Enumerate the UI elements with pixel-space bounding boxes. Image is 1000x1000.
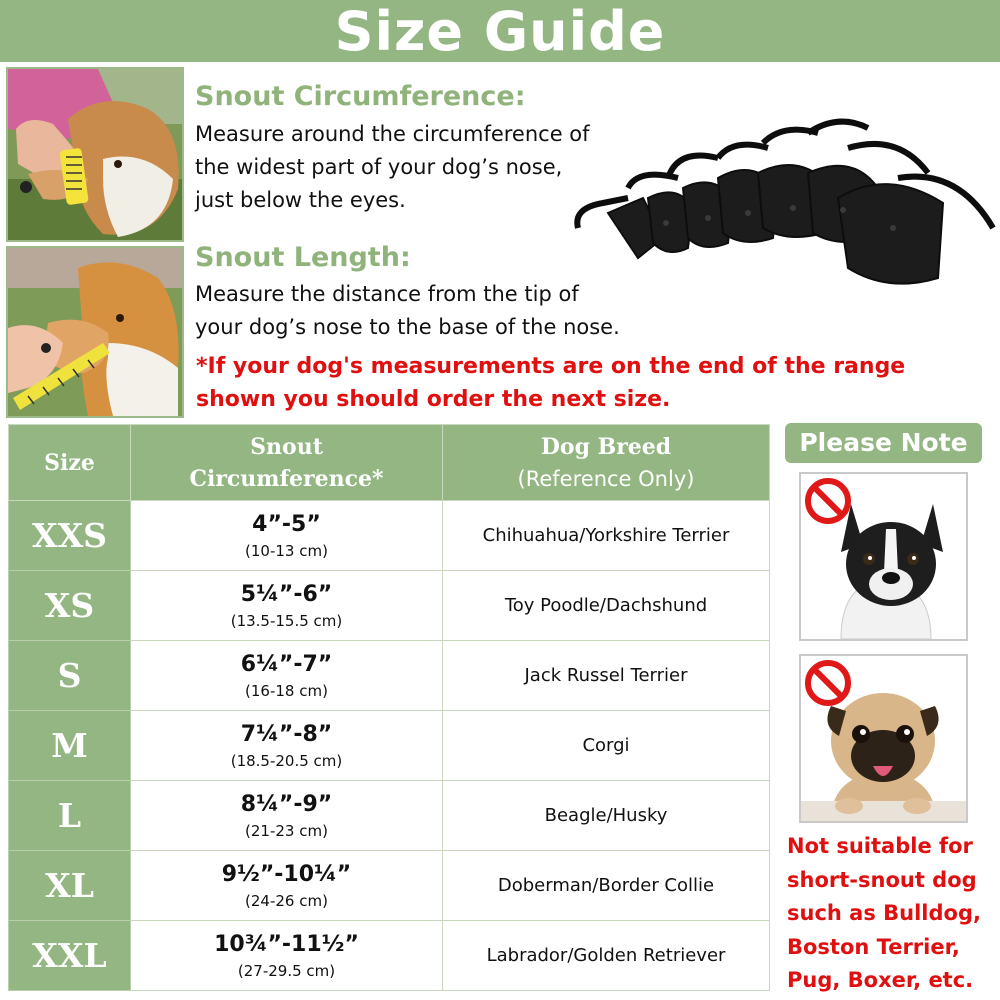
header-breed xyxy=(443,425,770,501)
breed-cell: Toy Poodle/Dachshund xyxy=(443,571,770,641)
prohibited-icon xyxy=(803,476,853,526)
inches-range: 5¼”-6” xyxy=(240,581,333,607)
size-warning xyxy=(196,350,976,416)
table-row xyxy=(9,851,770,921)
length-line-1: Measure the distance from the tip of xyxy=(195,282,579,306)
circumference-cell xyxy=(131,501,443,571)
length-measure-photo xyxy=(6,246,184,418)
circumference-line-1: Measure around the circumference of xyxy=(195,122,590,146)
circumference-cell xyxy=(131,921,443,991)
breed-cell: Doberman/Border Collie xyxy=(443,851,770,921)
header-breed-title: Dog Breed xyxy=(540,433,672,460)
size-label: M xyxy=(9,711,131,781)
breed-cell: Chihuahua/Yorkshire Terrier xyxy=(443,501,770,571)
cm-range: (24-26 cm) xyxy=(245,891,328,910)
table-row xyxy=(9,501,770,571)
circumference-cell xyxy=(131,711,443,781)
table-row xyxy=(9,781,770,851)
inches-range: 9½”-10¼” xyxy=(221,861,352,887)
breed-cell: Labrador/Golden Retriever xyxy=(443,921,770,991)
header-size: Size xyxy=(9,425,131,501)
size-label: XXL xyxy=(9,921,131,991)
table-row xyxy=(9,641,770,711)
table-row xyxy=(9,921,770,991)
inches-range: 10¾”-11½” xyxy=(214,931,359,957)
cm-range: (13.5-15.5 cm) xyxy=(230,611,343,630)
snout-length-heading: Snout Length: xyxy=(195,242,411,273)
circumference-cell xyxy=(131,851,443,921)
circumference-cell xyxy=(131,571,443,641)
note-line-3: such as Bulldog, xyxy=(787,901,981,925)
warning-line-2: shown you should order the next size. xyxy=(196,387,671,412)
pug-not-suitable-image xyxy=(799,654,968,823)
please-note-badge: Please Note xyxy=(785,423,982,463)
circumference-line-2: the widest part of your dog’s nose, xyxy=(195,155,563,179)
breed-cell: Corgi xyxy=(443,711,770,781)
table-row xyxy=(9,711,770,781)
french-bulldog-not-suitable-image xyxy=(799,472,968,641)
header-circumference-line-1: Snout xyxy=(250,433,323,460)
size-label: L xyxy=(9,781,131,851)
table-row xyxy=(9,571,770,641)
size-label: XL xyxy=(9,851,131,921)
cm-range: (10-13 cm) xyxy=(245,541,328,560)
cm-range: (18.5-20.5 cm) xyxy=(230,751,343,770)
muzzle-lineup-image xyxy=(568,118,998,298)
warning-line-1: *If your dog's measurements are on the end of the range xyxy=(196,354,906,379)
cm-range: (21-23 cm) xyxy=(245,821,328,840)
size-chart-table xyxy=(8,424,770,991)
size-label: XS xyxy=(9,571,131,641)
inches-range: 6¼”-7” xyxy=(240,651,333,677)
header-breed-subtitle: (Reference Only) xyxy=(517,466,695,491)
inches-range: 8¼”-9” xyxy=(240,791,333,817)
circumference-line-3: just below the eyes. xyxy=(195,188,406,212)
cm-range: (27-29.5 cm) xyxy=(237,961,336,980)
inches-range: 4”-5” xyxy=(252,511,321,537)
note-line-4: Boston Terrier, xyxy=(787,934,960,959)
not-suitable-note xyxy=(787,830,997,998)
circumference-cell xyxy=(131,641,443,711)
length-line-2: your dog’s nose to the base of the nose. xyxy=(195,315,620,339)
breed-cell: Jack Russel Terrier xyxy=(443,641,770,711)
note-line-1: Not suitable for xyxy=(787,834,973,858)
circumference-measure-photo xyxy=(6,67,184,242)
inches-range: 7¼”-8” xyxy=(240,721,333,747)
prohibited-icon xyxy=(803,658,853,708)
size-label: S xyxy=(9,641,131,711)
header-circumference xyxy=(131,425,443,501)
table-header-row xyxy=(9,425,770,501)
note-line-5: Pug, Boxer, etc. xyxy=(787,968,974,992)
breed-cell: Beagle/Husky xyxy=(443,781,770,851)
header-circumference-line-2: Circumference* xyxy=(189,465,384,492)
title-banner xyxy=(0,0,1000,62)
page-title: Size Guide xyxy=(334,0,666,63)
note-line-2: short-snout dog xyxy=(787,867,977,892)
snout-circumference-heading: Snout Circumference: xyxy=(195,81,526,112)
cm-range: (16-18 cm) xyxy=(245,681,328,700)
size-label: XXS xyxy=(9,501,131,571)
circumference-cell xyxy=(131,781,443,851)
